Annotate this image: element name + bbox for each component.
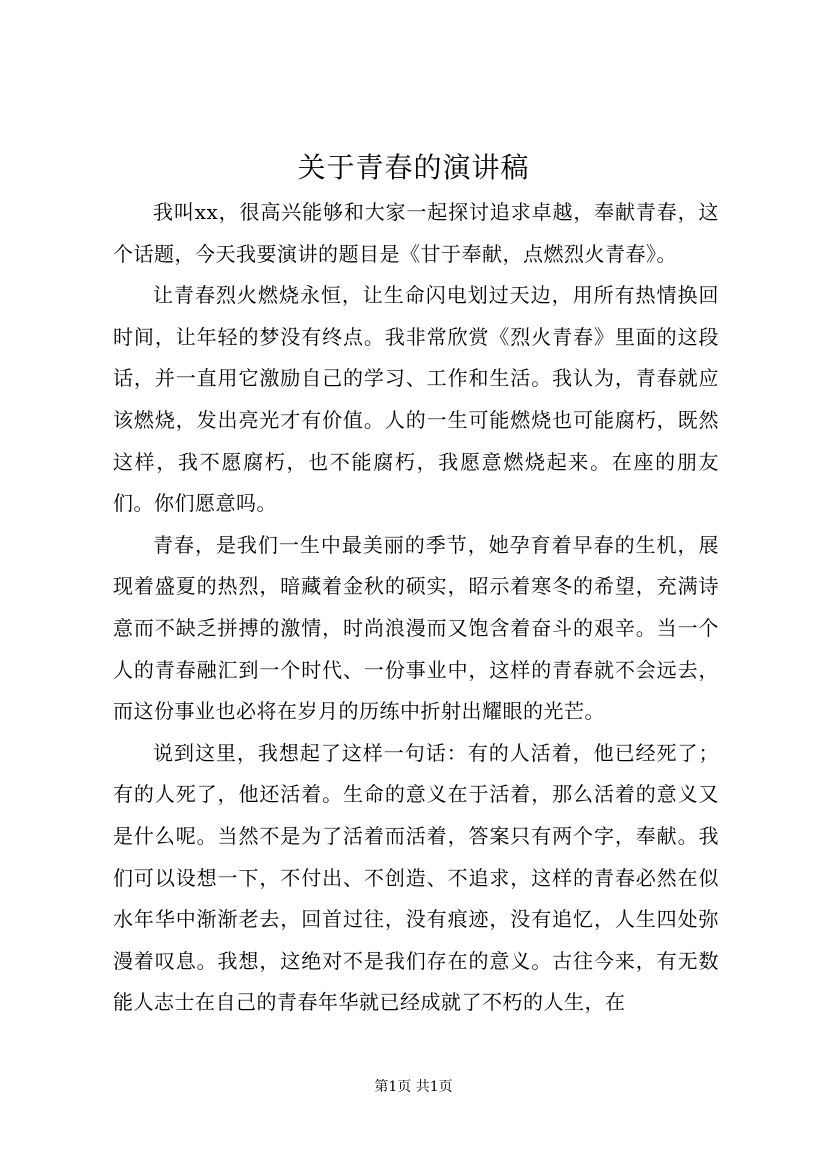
paragraph-2: 让青春烈火燃烧永恒，让生命闪电划过天边，用所有热情换回时间，让年轻的梦没有终点。我非常欣赏《烈火青春》里面的这段话，并一直用它激励自己的学习、工作和生活。我认为，青春就应该燃烧，发出亮光才有价值。人的一生可能燃烧也可能腐朽，既然这样，我不愿腐朽，也不能腐朽，我愿意燃烧起来。在座的朋友们。你们愿意吗。 [113, 283, 719, 516]
document-title: 关于青春的演讲稿 [297, 151, 530, 184]
paragraph-4: 说到这里，我想起了这样一句话：有的人活着，他已经死了；有的人死了，他还活着。生命的意义在于活着，那么活着的意义又是什么呢。当然不是为了活着而活着，答案只有两个字，奉献。我们可以设想一下，不付出、不创造、不追求，这样的青春必然在似水年华中渐渐老去，回首过往，没有痕迹，没有追忆，人生四处弥漫着叹息。我想，这绝对不是我们存在的意义。古往今来，有无数能人志士在自己的青春年华就已经成就了不朽的人生，在 [113, 740, 719, 1015]
document-body [113, 192, 719, 1024]
paragraph-1: 我叫xx，很高兴能够和大家一起探讨追求卓越，奉献青春，这个话题，今天我要演讲的题目是《甘于奉献，点燃烈火青春》。 [113, 200, 719, 266]
page-footer: 第1页 共1页 [374, 1079, 453, 1095]
paragraph-3: 青春，是我们一生中最美丽的季节，她孕育着早春的生机，展现着盛夏的热烈，暗藏着金秋的硕实，昭示着寒冬的希望，充满诗意而不缺乏拼搏的激情，时尚浪漫而又饱含着奋斗的艰辛。当一个人的青春融汇到一个时代、一份事业中，这样的青春就不会远去，而这份事业也必将在岁月的历练中折射出耀眼的光芒。 [113, 532, 719, 724]
